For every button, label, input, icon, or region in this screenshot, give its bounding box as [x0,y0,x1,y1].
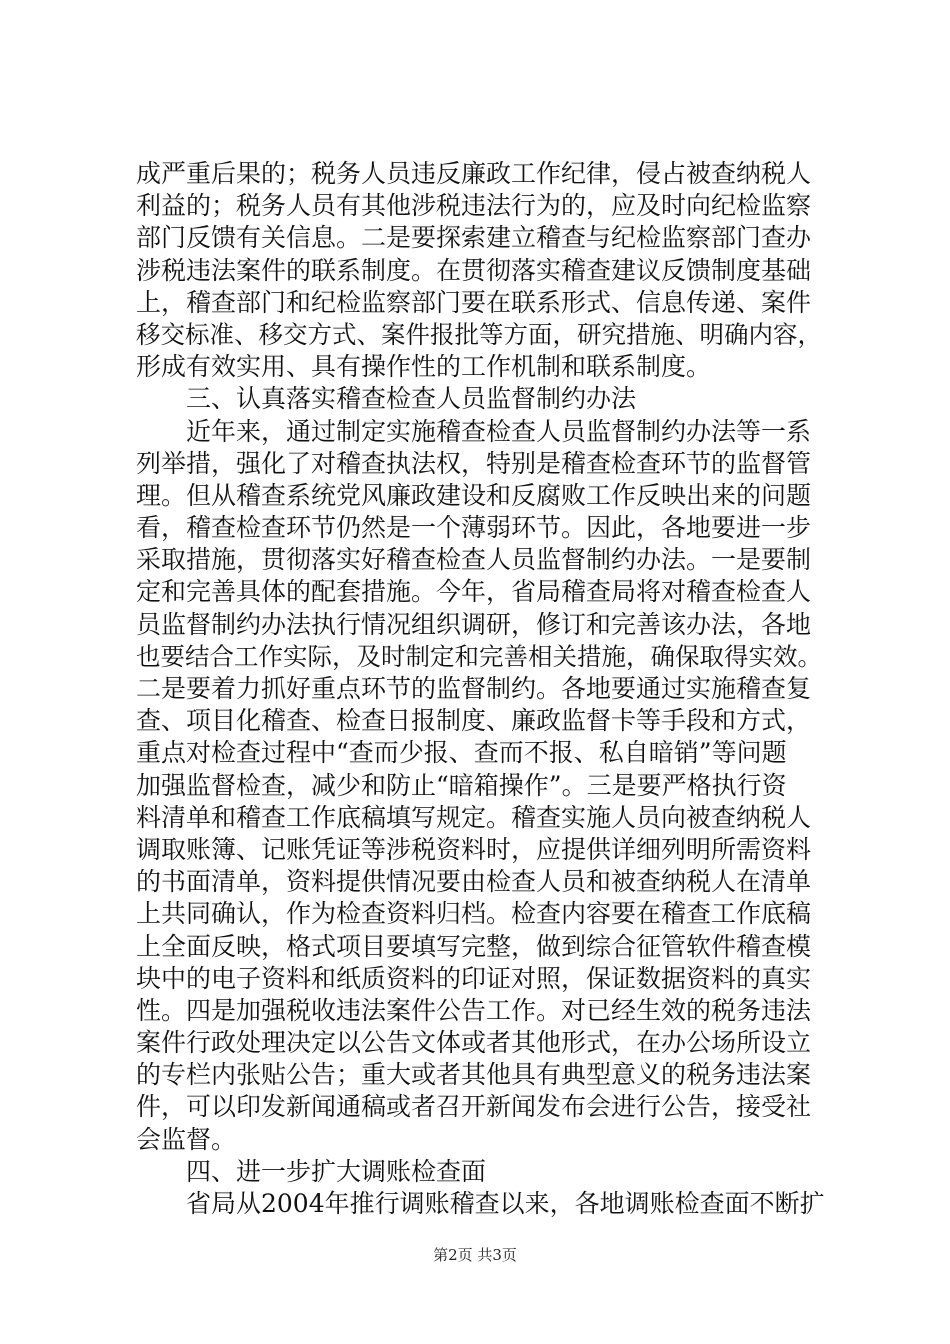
text-line: 省局从2004年推行调账稽查以来，各地调账检查面不断扩 [186,1189,825,1218]
text-line: 部门反馈有关信息。二是要探索建立稽查与纪检监察部门查办 [136,223,812,253]
text-line: 上全面反映，格式项目要填写完整，做到综合征管软件稽查模 [136,931,812,961]
page-footer: 第2页 共3页 [433,1246,517,1264]
section-heading: 四、进一步扩大调账检查面 [186,1156,487,1186]
text-line: 重点对检查过程中“查而少报、查而不报、私自暗销”等问题 [136,738,787,768]
text-line: 涉税违法案件的联系制度。在贯彻落实稽查建议反馈制度基础 [136,255,812,285]
text-line: 理。但从稽查系统党风廉政建设和反腐败工作反映出来的问题 [136,480,812,510]
text-line: 列举措，强化了对稽查执法权，特别是稽查检查环节的监督管 [136,448,812,478]
text-line: 上共同确认，作为检查资料归档。检查内容要在稽查工作底稿 [136,899,812,929]
text-line: 的专栏内张贴公告；重大或者其他具有典型意义的税务违法案 [136,1060,812,1090]
section-heading: 三、认真落实稽查检查人员监督制约办法 [186,384,637,414]
text-line: 的书面清单，资料提供情况要由检查人员和被查纳税人在清单 [136,867,812,897]
text-line: 定和完善具体的配套措施。今年，省局稽查局将对稽查检查人 [136,577,812,607]
text-line: 调取账簿、记账凭证等涉税资料时，应提供详细列明所需资料 [136,834,812,864]
text-line: 形成有效实用、具有操作性的工作机制和联系制度。 [136,352,712,382]
text-line: 会监督。 [136,1124,237,1154]
text-line: 加强监督检查，减少和防止“暗箱操作”。三是要严格执行资 [136,770,787,800]
text-line: 料清单和稽查工作底稿填写规定。稽查实施人员向被查纳税人 [136,802,812,832]
text-line: 二是要着力抓好重点环节的监督制约。各地要通过实施稽查复 [136,674,812,703]
text-line: 利益的；税务人员有其他涉税违法行为的，应及时向纪检监察 [136,191,812,221]
text-line: 件，可以印发新闻通稿或者召开新闻发布会进行公告，接受社 [136,1092,812,1122]
text-line: 性。四是加强税收违法案件公告工作。对已经生效的税务违法 [136,995,812,1025]
text-line: 移交标准、移交方式、案件报批等方面，研究措施、明确内容， [136,319,822,349]
text-line: 近年来，通过制定实施稽查检查人员监督制约办法等一系 [186,416,812,446]
text-line: 员监督制约办法执行情况组织调研，修订和完善该办法，各地 [136,609,812,639]
text-line: 块中的电子资料和纸质资料的印证对照，保证数据资料的真实 [136,963,812,993]
text-line: 上，稽查部门和纪检监察部门要在联系形式、信息传递、案件 [136,287,812,317]
text-line: 查、项目化稽查、检查日报制度、廉政监督卡等手段和方式， [136,706,812,736]
text-line: 采取措施，贯彻落实好稽查检查人员监督制约办法。一是要制 [136,545,812,575]
text-line: 看，稽查检查环节仍然是一个薄弱环节。因此，各地要进一步 [136,513,812,543]
text-line: 成严重后果的；税务人员违反廉政工作纪律，侵占被查纳税人 [136,159,812,188]
text-line: 也要结合工作实际，及时制定和完善相关措施，确保取得实效。 [136,641,822,671]
body-text [136,158,826,1220]
text-line: 案件行政处理决定以公告文体或者其他形式，在办公场所设立 [136,1028,812,1058]
